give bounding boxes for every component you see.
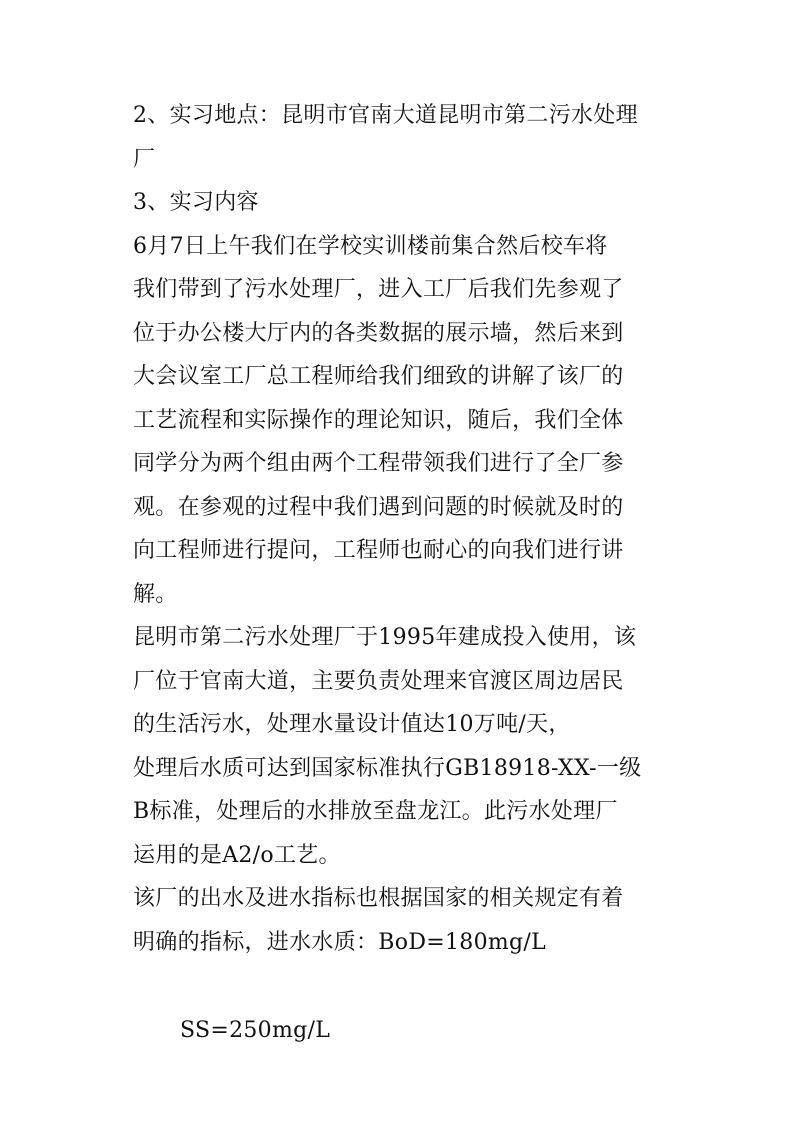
- text-line-location: 2、实习地点：昆明市官南大道昆明市第二污水处理: [133, 103, 638, 128]
- paragraph-line: 处理后水质可达到国家标准执行GB18918-XX-一级: [133, 756, 642, 781]
- ss-value-line: SS=250mg/L: [180, 1018, 331, 1043]
- paragraph-line: 厂位于官南大道，主要负责处理来官渡区周边居民: [133, 669, 624, 694]
- section-heading-content: 3、实习内容: [133, 190, 259, 215]
- paragraph-line: 6月7日上午我们在学校实训楼前集合然后校车将: [133, 234, 608, 259]
- paragraph-line: 运用的是A2/o工艺。: [133, 843, 341, 868]
- paragraph-line: 解。: [133, 582, 178, 607]
- paragraph-line: 的生活污水，处理水量设计值达10万吨/天，: [133, 712, 571, 737]
- paragraph-line: 昆明市第二污水处理厂于1995年建成投入使用，该: [133, 625, 637, 650]
- text-line-location-cont: 厂: [133, 147, 156, 172]
- paragraph-line: 向工程师进行提问，工程师也耐心的向我们进行讲: [133, 538, 624, 563]
- paragraph-line: 同学分为两个组由两个工程带领我们进行了全厂参: [133, 451, 624, 476]
- paragraph-line: 该厂的出水及进水指标也根据国家的相关规定有着: [133, 886, 624, 911]
- paragraph-line: 位于办公楼大厅内的各类数据的展示墙，然后来到: [133, 321, 624, 346]
- paragraph-line: 工艺流程和实际操作的理论知识，随后，我们全体: [133, 408, 624, 433]
- paragraph-line: 明确的指标，进水水质：BoD=180mg/L: [133, 930, 547, 955]
- paragraph-line: B标准，处理后的水排放至盘龙江。此污水处理厂: [133, 799, 618, 824]
- paragraph-line: 大会议室工厂总工程师给我们细致的讲解了该厂的: [133, 364, 624, 389]
- paragraph-line: 我们带到了污水处理厂，进入工厂后我们先参观了: [133, 277, 624, 302]
- paragraph-line: 观。在参观的过程中我们遇到问题的时候就及时的: [133, 495, 624, 520]
